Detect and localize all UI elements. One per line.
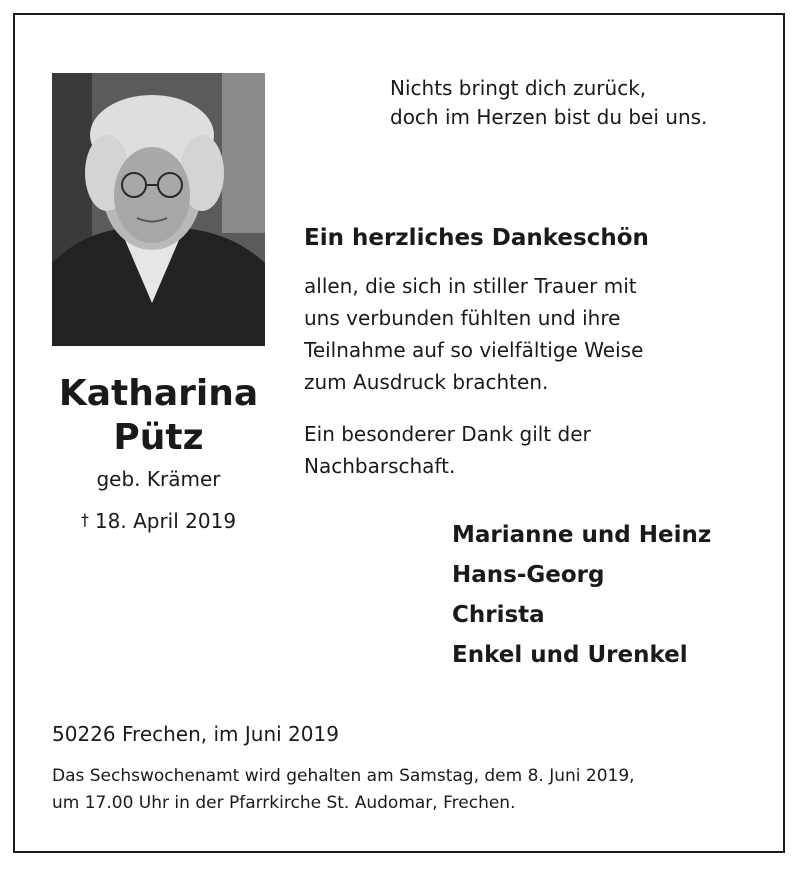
service-line: Das Sechswochenamt wird gehalten am Samstag, dem 8. Juni 2019,	[52, 766, 635, 786]
thanks-line: zum Ausdruck brachten.	[304, 370, 549, 394]
portrait-photo	[52, 73, 265, 346]
place-date: 50226 Frechen, im Juni 2019	[52, 722, 339, 746]
cross-icon: †	[80, 510, 89, 529]
quote	[390, 74, 707, 132]
quote-line: Nichts bringt dich zurück,	[390, 76, 647, 100]
thanks-heading: Ein herzliches Dankeschön	[304, 225, 649, 251]
quote-line: doch im Herzen bist du bei uns.	[390, 105, 708, 129]
thanks-line: allen, die sich in stiller Trauer mit	[304, 274, 637, 298]
death-date-line	[52, 509, 265, 533]
deceased-first-name: Katharina	[58, 373, 259, 414]
deceased-last-name: Pütz	[113, 417, 204, 458]
special-thanks-line: Nachbarschaft.	[304, 454, 456, 478]
signers	[452, 515, 711, 675]
signer: Enkel und Urenkel	[452, 642, 688, 668]
signer: Marianne und Heinz	[452, 522, 712, 548]
thanks-line: Teilnahme auf so vielfältige Weise	[304, 338, 644, 362]
thanks-text	[304, 270, 643, 398]
special-thanks-text	[304, 418, 591, 482]
deceased-name	[52, 372, 265, 460]
special-thanks-line: Ein besonderer Dank gilt der	[304, 422, 591, 446]
service-notice	[52, 763, 635, 817]
signer: Christa	[452, 602, 545, 628]
maiden-name: geb. Krämer	[96, 467, 221, 491]
death-date: 18. April 2019	[94, 509, 237, 533]
portrait-image	[52, 73, 265, 346]
signer: Hans-Georg	[452, 562, 605, 588]
service-line: um 17.00 Uhr in der Pfarrkirche St. Audomar, Frechen.	[52, 793, 516, 813]
thanks-line: uns verbunden fühlten und ihre	[304, 306, 621, 330]
